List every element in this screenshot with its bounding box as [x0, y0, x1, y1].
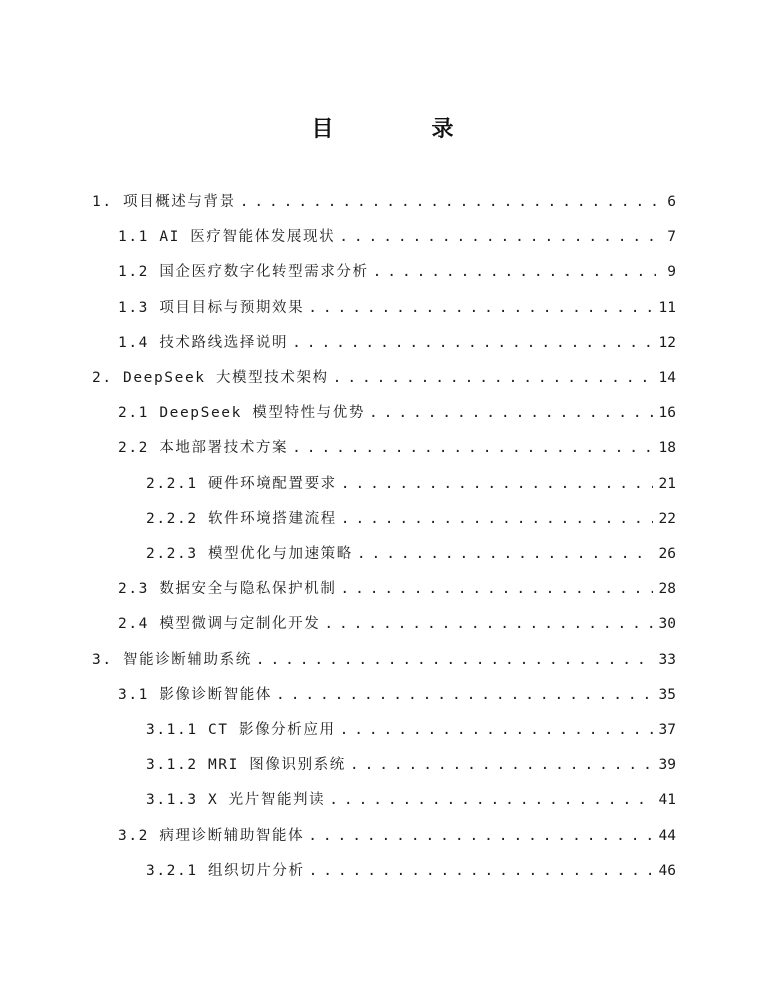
toc-entry-text: 2.3 数据安全与隐私保护机制: [118, 579, 340, 599]
toc-page-number: 46: [653, 861, 676, 881]
toc-entry[interactable]: [118, 434, 676, 458]
toc-entry-text: 1.2 国企医疗数字化转型需求分析: [118, 262, 373, 282]
toc-dot-leader: [341, 509, 653, 529]
toc-dot-leader: [329, 790, 652, 810]
toc-entry[interactable]: [118, 681, 676, 705]
toc-entry[interactable]: [92, 646, 676, 670]
toc-entry[interactable]: [118, 610, 676, 634]
toc-entry-text: 2.2.3 模型优化与加速策略: [146, 544, 357, 564]
toc-dot-leader: [292, 333, 652, 353]
toc-dot-leader: [308, 826, 652, 846]
toc-dot-leader: [339, 227, 656, 247]
toc-entry-text: 3.2.1 组织切片分析: [146, 861, 309, 881]
toc-entry-text: 2.2.1 硬件环境配置要求: [146, 474, 341, 494]
toc-dot-leader: [369, 403, 653, 423]
toc-page-number: 26: [653, 544, 676, 564]
toc-entry[interactable]: [118, 258, 676, 282]
toc-entry-text: 3. 智能诊断辅助系统: [92, 650, 256, 670]
toc-entry-text: 3.1.2 MRI 图像识别系统: [146, 755, 350, 775]
toc-dot-leader: [373, 262, 656, 282]
toc-page-number: 21: [653, 474, 676, 494]
toc-entry-text: 2.4 模型微调与定制化开发: [118, 614, 324, 634]
toc-page-number: 44: [653, 826, 676, 846]
toc-page-number: 7: [656, 227, 676, 247]
toc-entry[interactable]: [146, 751, 676, 775]
toc-dot-leader: [276, 685, 653, 705]
toc-page-number: 33: [653, 650, 676, 670]
toc-page-number: 37: [653, 720, 676, 740]
toc-entry-text: 1.1 AI 医疗智能体发展现状: [118, 227, 339, 247]
toc-entry[interactable]: [146, 716, 676, 740]
toc-entry-text: 3.1.1 CT 影像分析应用: [146, 720, 340, 740]
toc-entry-text: 1.3 项目目标与预期效果: [118, 298, 308, 318]
toc-entry[interactable]: [118, 399, 676, 423]
toc-entry[interactable]: [92, 364, 676, 388]
toc-entry[interactable]: [118, 329, 676, 353]
toc-page-number: 11: [653, 298, 676, 318]
toc-dot-leader: [341, 474, 653, 494]
toc-page-number: 6: [656, 192, 676, 212]
toc-page-number: 9: [656, 262, 676, 282]
toc-dot-leader: [333, 368, 653, 388]
toc-page-number: 30: [653, 614, 676, 634]
toc-entry-text: 3.1.3 X 光片智能判读: [146, 790, 329, 810]
toc-entry[interactable]: [118, 223, 676, 247]
toc-entry[interactable]: [146, 505, 676, 529]
toc-page-number: 28: [653, 579, 676, 599]
toc-page-number: 35: [653, 685, 676, 705]
toc-entry[interactable]: [146, 470, 676, 494]
toc-entry-text: 2. DeepSeek 大模型技术架构: [92, 368, 333, 388]
toc-entry[interactable]: [146, 540, 676, 564]
toc-entry-text: 2.2 本地部署技术方案: [118, 438, 292, 458]
toc-entry[interactable]: [118, 822, 676, 846]
toc-dot-leader: [309, 861, 653, 881]
toc-page-number: 12: [653, 333, 676, 353]
toc-dot-leader: [357, 544, 653, 564]
toc-dot-leader: [308, 298, 652, 318]
toc-dot-leader: [340, 720, 653, 740]
toc-entry-text: 2.2.2 软件环境搭建流程: [146, 509, 341, 529]
toc-entry-text: 1.4 技术路线选择说明: [118, 333, 292, 353]
toc-entry-text: 3.1 影像诊断智能体: [118, 685, 276, 705]
toc-title: 目 录: [311, 117, 492, 142]
toc-dot-leader: [292, 438, 652, 458]
toc-entry[interactable]: [118, 575, 676, 599]
toc-dot-leader: [350, 755, 653, 775]
toc-entry-text: 2.1 DeepSeek 模型特性与优势: [118, 403, 369, 423]
toc-entry[interactable]: [92, 188, 676, 212]
toc-entry-text: 3.2 病理诊断辅助智能体: [118, 826, 308, 846]
toc-page-number: 22: [653, 509, 676, 529]
toc-dot-leader: [340, 579, 652, 599]
toc-entry[interactable]: [118, 294, 676, 318]
toc-page-number: 14: [653, 368, 676, 388]
toc-dot-leader: [240, 192, 656, 212]
toc-page-number: 39: [653, 755, 676, 775]
toc-page-number: 41: [653, 790, 676, 810]
toc-dot-leader: [256, 650, 653, 670]
toc-entry-text: 1. 项目概述与背景: [92, 192, 240, 212]
toc-dot-leader: [324, 614, 652, 634]
toc-page-number: 18: [653, 438, 676, 458]
toc-entry[interactable]: [146, 857, 676, 881]
toc-page-number: 16: [653, 403, 676, 423]
toc-entry[interactable]: [146, 786, 676, 810]
